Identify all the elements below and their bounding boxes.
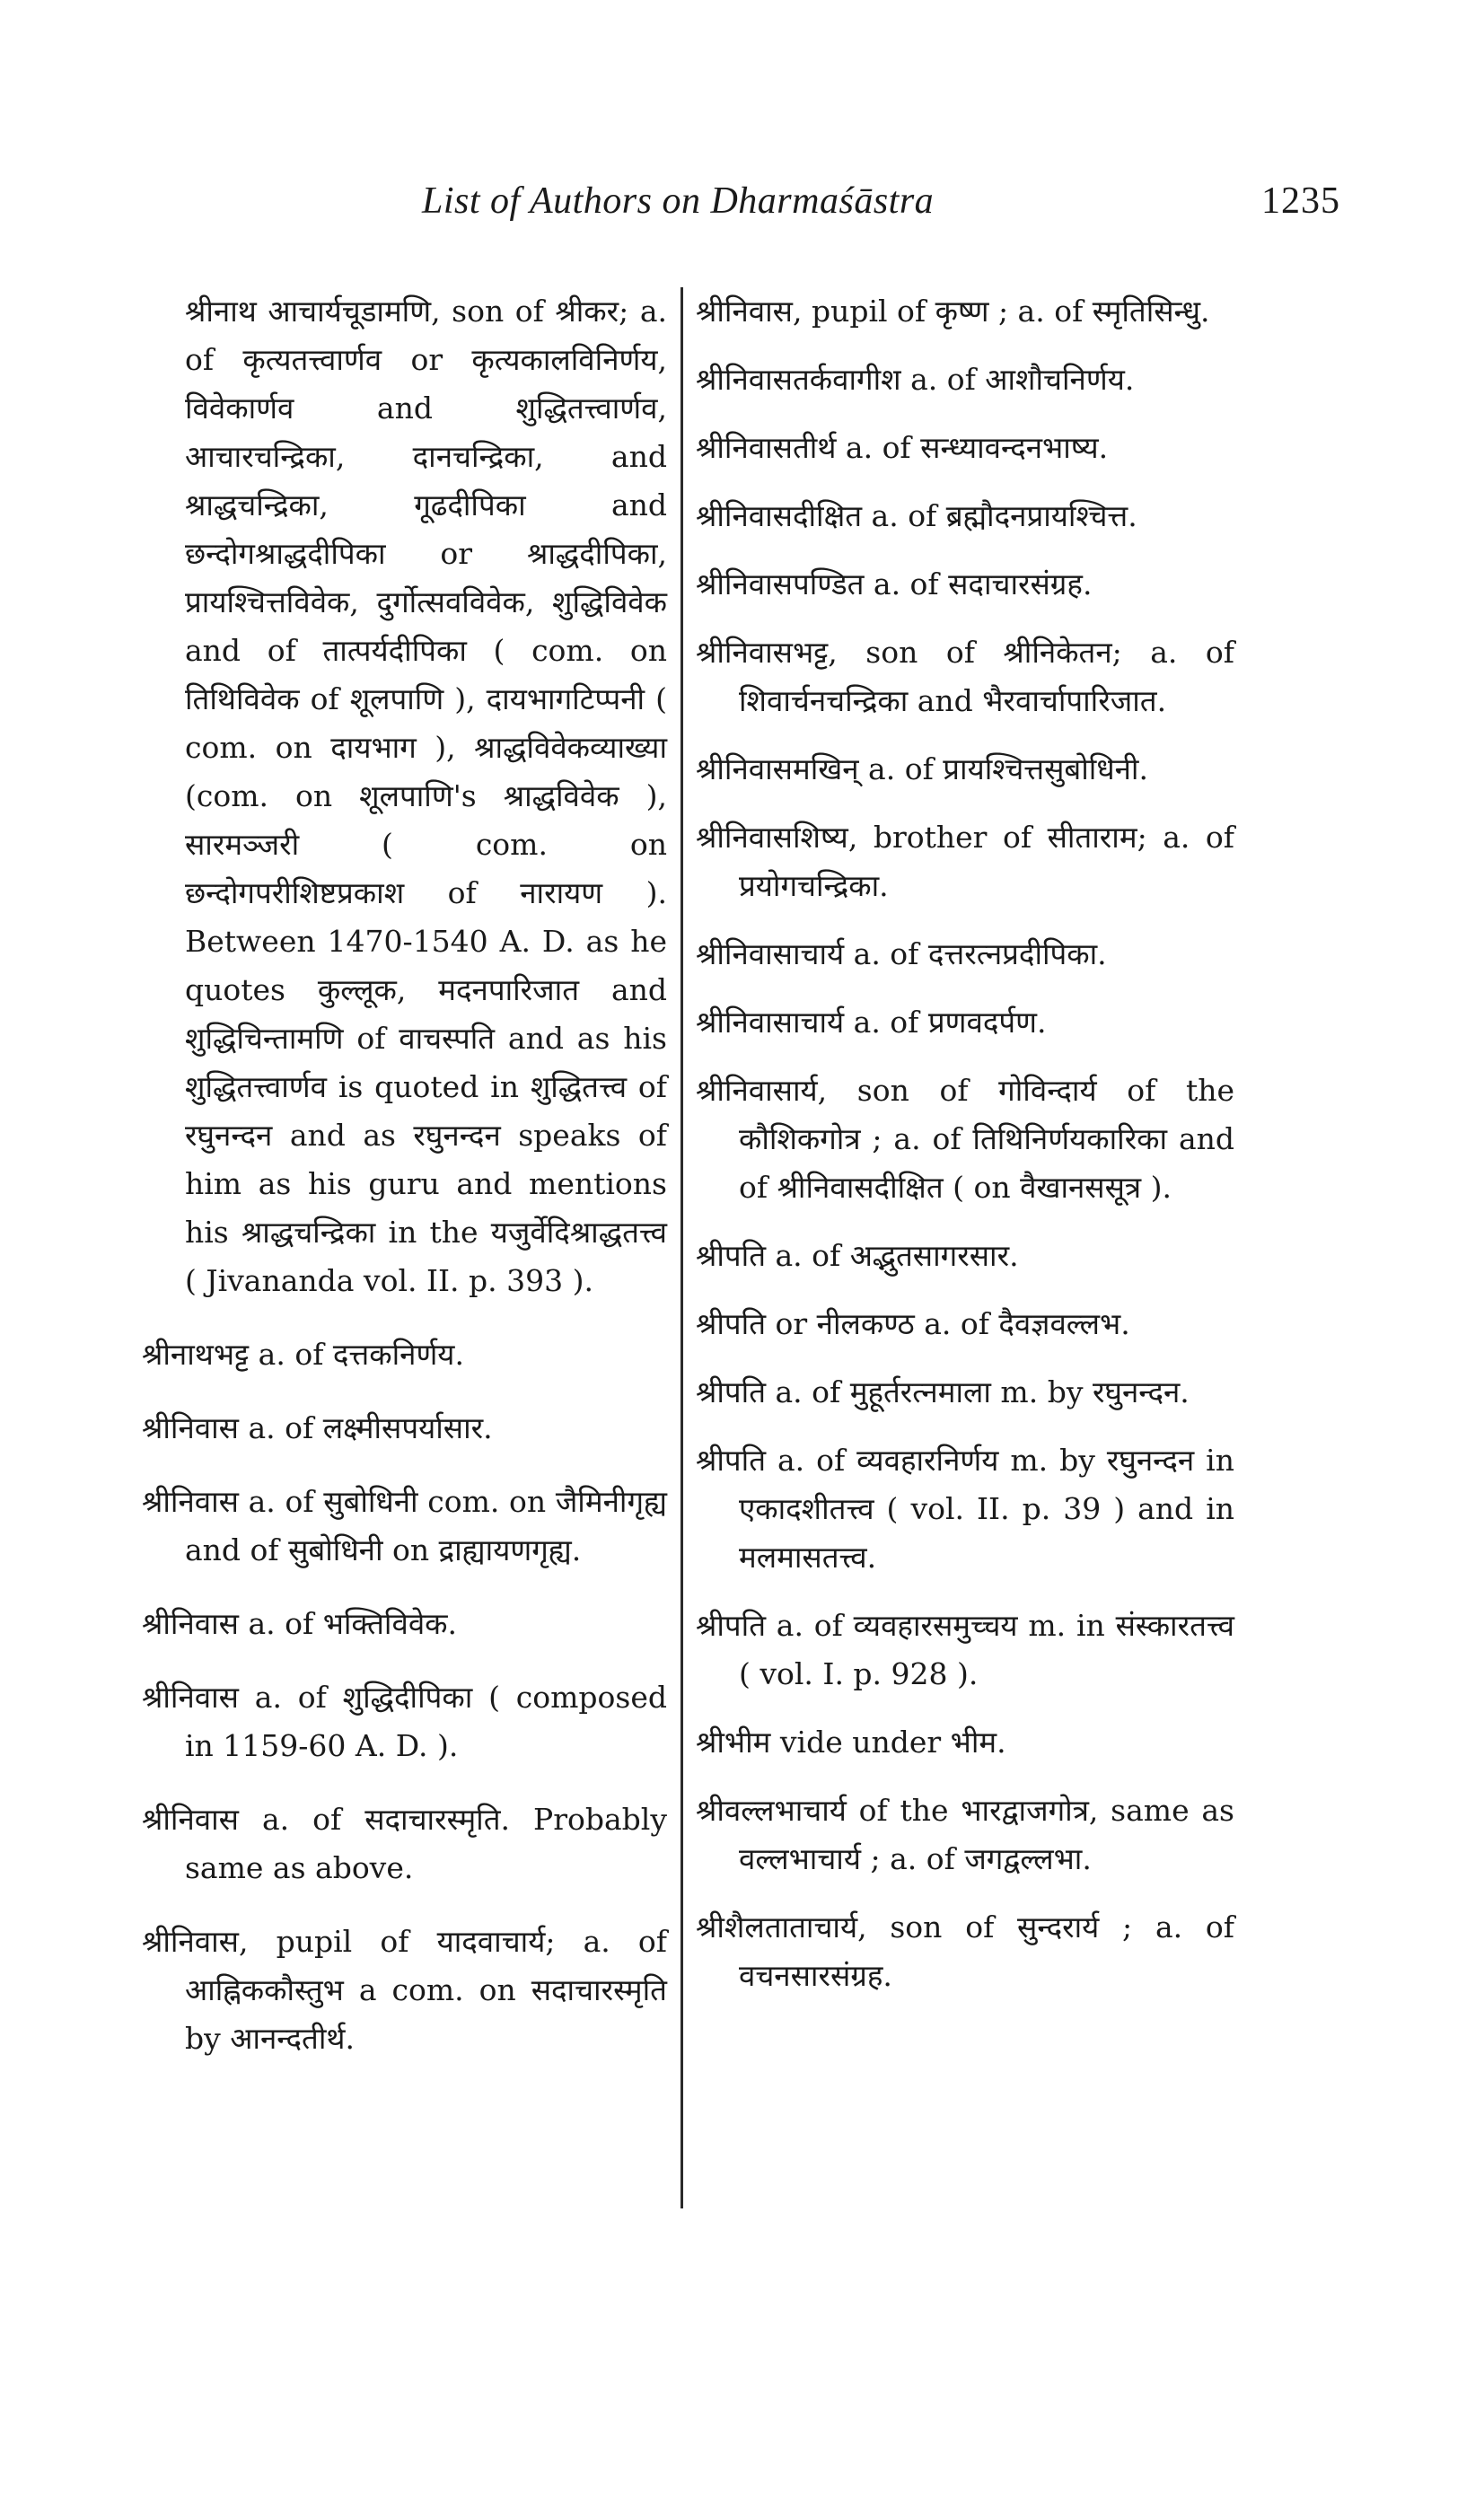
entry-shripati-daivajnavallabha: श्रीपति or नीलकण्ठ a. of दैवज्ञवल्लभ.	[696, 1306, 1130, 1341]
entry-shrinivasatarkavagisha: श्रीनिवासतर्कवागीश a. of आशौचनिर्णय.	[696, 362, 1135, 397]
entry-shrinathabhatta: श्रीनाथभट्ट a. of दत्तकनिर्णय.	[142, 1337, 464, 1372]
entry-shrinivasa-pupil-of-krishna: श्रीनिवास, pupil of कृष्ण ; a. of स्मृतिसिन्धु.	[696, 294, 1210, 329]
entry-shrishailatatacharya: श्रीशैलताताचार्य, son of सुन्दरार्य ; a. of वचनसारसंग्रह.	[696, 1909, 1234, 1993]
entry-shrinivasarya: श्रीनिवासार्य, son of गोविन्दार्य of the कौशिकगोत्र ; a. of तिथिनिर्णयकारिका and of श्रीनिवासदीक्षित ( on वैखानससूत्र ).	[696, 1073, 1234, 1205]
entry-shrinivasa-subodhini: श्रीनिवास a. of सुबोधिनी com. on जैमिनीगृह्य and of सुबोधिनी on द्राह्यायणगृह्य.	[142, 1484, 667, 1567]
entry-shripati-vyavaharasamuchchaya: श्रीपति a. of व्यवहारसमुच्चय m. in संस्कारतत्त्व ( vol. I. p. 928 ).	[696, 1608, 1234, 1691]
column-divider	[681, 287, 683, 2208]
entry-shrinivasabhatta: श्रीनिवासभट्ट, son of श्रीनिकेतन; a. of शिवार्चनचन्द्रिका and भैरवार्चापारिजात.	[696, 635, 1234, 718]
entry-shrinivasa-bhaktiviveka: श्रीनिवास a. of भक्तिविवेक.	[142, 1606, 458, 1641]
page-header	[144, 180, 1340, 233]
page-number: 1235	[1261, 180, 1340, 222]
entry-shrinivasadikshita: श्रीनिवासदीक्षित a. of ब्रह्मौदनप्रायश्चित्त.	[696, 498, 1137, 533]
entry-shrinatha-acharyachudamani: श्रीनाथ आचार्यचूडामणि, son of श्रीकर; a. of कृत्यतत्त्वार्णव or कृत्यकालविनिर्णय, विवेकार्णव and शुद्धितत्त्वार्णव, आचारचन्द्रिका, दानचन्द्रिका, and श्राद्धचन्द्रिका, गूढदीपिका and छन्दोगश्राद्धदीपिका or श्राद्धदीपिका, प्रायश्चित्तविवेक, दुर्गोत्सवविवेक, शुद्धिविवेक and of तात्पर्यदीपिका ( com. on तिथिविवेक of शूलपाणि ), दायभागटिप्पनी ( com. on दायभाग ), श्राद्धविवेकव्याख्या (com. on शूलपाणि's श्राद्धविवेक ), सारमञ्जरी ( com. on छन्दोगपरीशिष्टप्रकाश of नारायण ). Between 1470-1540 A. D. as he quotes कुल्लूक, मदनपारिजात and शुद्धिचिन्तामणि of वाचस्पति and as his शुद्धितत्त्वार्णव is quoted in शुद्धितत्त्व of रघुनन्दन and as रघुनन्दन speaks of him as his guru and mentions his श्राद्धचन्द्रिका in the यजुर्वेदिश्राद्धतत्त्व ( Jivananda vol. II. p. 393 ).	[185, 294, 667, 1298]
entry-shrinivasacharya-dattaratna: श्रीनिवासाचार्य a. of दत्तरत्नप्रदीपिका.	[696, 936, 1107, 971]
entry-shrivallabhacharya: श्रीवल्लभाचार्य of the भारद्वाजगोत्र, same as वल्लभाचार्य ; a. of जगद्वल्लभा.	[696, 1793, 1234, 1876]
running-title: List of Authors on Dharmaśāstra	[422, 180, 935, 222]
right-column	[696, 287, 1234, 2020]
entry-shrinivasapandita: श्रीनिवासपण्डित a. of सदाचारसंग्रह.	[696, 566, 1093, 601]
entry-shripati-vyavaharanirnaya: श्रीपति a. of व्यवहारनिर्णय m. by रघुनन्दन in एकादशीतत्त्व ( vol. II. p. 39 ) and in मलमासतत्त्व.	[696, 1443, 1234, 1575]
entry-shribhima: श्रीभीम vide under भीम.	[696, 1725, 1006, 1760]
entry-shrinivasatirtha: श्रीनिवासतीर्थ a. of सन्ध्यावन्दनभाष्य.	[696, 430, 1109, 465]
entry-shrinivasa-pupil-of-yadavacharya: श्रीनिवास, pupil of यादवाचार्य; a. of आह्निककौस्तुभ a com. on सदाचारस्मृति by आनन्दतीर्थ.	[142, 1924, 667, 2056]
entry-shripati-adbhutasagarasara: श्रीपति a. of अद्भुतसागरसार.	[696, 1238, 1019, 1273]
entry-shrinivasa-shuddhidipika: श्रीनिवास a. of शुद्धिदीपिका ( composed in 1159-60 A. D. ).	[142, 1680, 667, 1763]
entry-shrinivasashishya: श्रीनिवासशिष्य, brother of सीताराम; a. of प्रयोगचन्द्रिका.	[696, 820, 1234, 903]
entry-shrinivasa-sadacharasmriti: श्रीनिवास a. of सदाचारस्मृति. Probably same as above.	[142, 1802, 667, 1885]
entry-shrinivasacharya-pranavadarpana: श्रीनिवासाचार्य a. of प्रणवदर्पण.	[696, 1005, 1047, 1040]
entry-shripati-muhurtaratnamala: श्रीपति a. of मुहूर्तरत्नमाला m. by रघुनन्दन.	[696, 1374, 1190, 1409]
entry-shrinivasa-lakshmisaparyasara: श्रीनिवास a. of लक्ष्मीसपर्यासार.	[142, 1410, 493, 1445]
entry-shrinivasamakhin: श्रीनिवासमखिन् a. of प्रायश्चित्तसुबोधिनी.	[696, 751, 1148, 786]
left-column	[142, 287, 667, 2088]
